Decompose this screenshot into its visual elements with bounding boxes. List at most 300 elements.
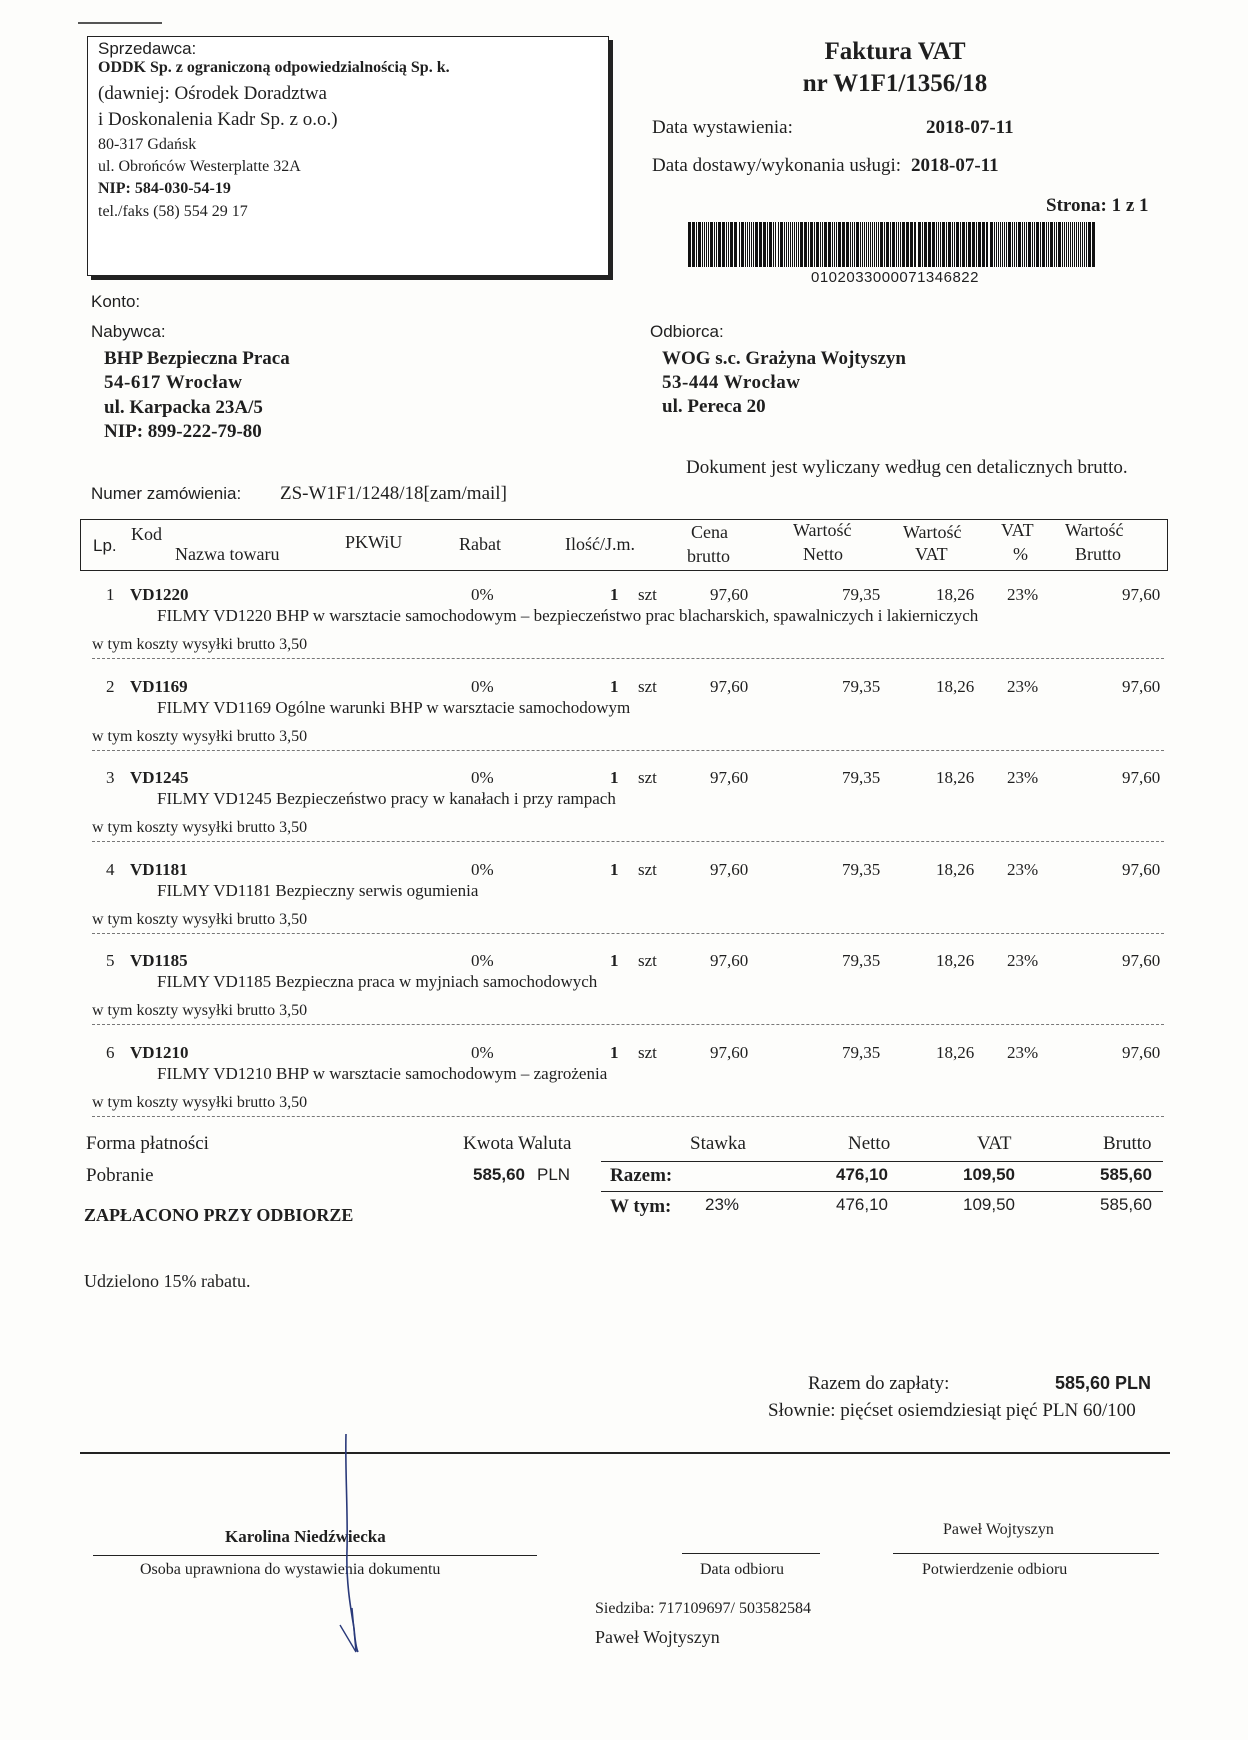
seller-postal: 80-317 Gdańsk xyxy=(98,136,197,153)
barcode-bar xyxy=(860,222,861,267)
item-vat: 18,26 xyxy=(936,951,975,970)
barcode-bar xyxy=(1022,222,1023,267)
barcode-bar xyxy=(1024,222,1025,267)
barcode-bar xyxy=(884,222,885,267)
barcode-bar xyxy=(874,222,875,267)
item-net: 79,35 xyxy=(842,676,881,696)
barcode-bar xyxy=(808,222,809,267)
barcode-bar xyxy=(868,222,869,267)
barcode-bar xyxy=(878,222,879,267)
barcode-bar xyxy=(918,222,921,267)
barcode-bar xyxy=(814,222,815,267)
barcode-bar xyxy=(798,222,799,267)
barcode-bar xyxy=(745,222,746,267)
barcode-bar xyxy=(896,222,897,267)
barcode-bar xyxy=(1034,222,1035,267)
barcode-bar xyxy=(910,222,913,267)
barcode-bar xyxy=(962,222,965,267)
item-unit: szt xyxy=(638,951,657,970)
item-lp: 3 xyxy=(106,768,115,787)
barcode-bar xyxy=(952,222,953,267)
item-unit: szt xyxy=(638,768,657,787)
barcode-bar xyxy=(824,222,827,267)
item-lp: 2 xyxy=(106,676,115,696)
barcode-bar xyxy=(1046,222,1047,267)
row-divider xyxy=(92,933,1164,934)
receiver-signature-line xyxy=(893,1553,1159,1554)
barcode-bar xyxy=(716,222,717,267)
barcode-bar xyxy=(936,222,937,267)
barcode-bar xyxy=(1032,222,1033,267)
receipt-date-caption: Data odbioru xyxy=(700,1561,784,1578)
barcode-bar xyxy=(796,222,797,267)
barcode-bar xyxy=(739,222,740,267)
item-unit: szt xyxy=(638,676,657,696)
barcode-bar xyxy=(966,222,967,267)
receiver-name: Paweł Wojtyszyn xyxy=(943,1521,1054,1538)
item-code: VD1185 xyxy=(130,951,188,970)
barcode-bar xyxy=(769,222,772,267)
barcode-bar xyxy=(1056,222,1057,267)
item-discount: 0% xyxy=(471,951,494,970)
barcode-bar xyxy=(800,222,803,267)
barcode-bar xyxy=(792,222,793,267)
item-code: VD1169 xyxy=(130,676,188,696)
header-price-1: Cena xyxy=(691,522,728,542)
item-quantity: 1 xyxy=(610,951,619,970)
barcode-bar xyxy=(1086,222,1087,267)
item-net: 79,35 xyxy=(842,951,881,970)
header-lp: Lp. xyxy=(93,536,117,555)
item-shipping-cost: w tym koszty wysyłki brutto 3,50 xyxy=(92,1093,308,1111)
barcode-bar xyxy=(786,222,787,267)
barcode xyxy=(688,222,1096,267)
item-vat-rate: 23% xyxy=(1007,859,1039,879)
header-quantity: Ilość/J.m. xyxy=(565,534,635,554)
barcode-bar xyxy=(698,222,701,267)
scan-mark xyxy=(78,22,162,24)
item-vat: 18,26 xyxy=(936,859,975,879)
summary-total-vat: 109,50 xyxy=(963,1165,1015,1184)
barcode-bar xyxy=(872,222,873,267)
delivery-date: 2018-07-11 xyxy=(911,155,999,176)
barcode-bar xyxy=(938,222,939,267)
item-name: FILMY VD1169 Ogólne warunki BHP w warsztacie samochodowym xyxy=(157,697,631,717)
item-name: FILMY VD1181 Bezpieczny serwis ogumienia xyxy=(157,880,479,900)
barcode-bar xyxy=(856,222,859,267)
item-quantity: 1 xyxy=(610,859,619,879)
barcode-bar xyxy=(749,222,750,267)
invoice-number: nr W1F1/1356/18 xyxy=(802,70,988,97)
item-gross: 97,60 xyxy=(1122,1042,1161,1062)
item-vat: 18,26 xyxy=(936,1042,975,1062)
barcode-bar xyxy=(1058,222,1061,267)
seller-box xyxy=(87,36,609,276)
barcode-bar xyxy=(747,222,748,267)
barcode-bar xyxy=(946,222,947,267)
item-vat-rate: 23% xyxy=(1007,951,1039,970)
item-code: VD1220 xyxy=(130,585,189,604)
barcode-bar xyxy=(1014,222,1015,267)
payment-amount: 585,60 xyxy=(473,1165,525,1184)
header-net-1: Wartość xyxy=(793,520,852,540)
barcode-bar xyxy=(804,222,807,267)
barcode-bar xyxy=(1050,222,1053,267)
barcode-bar xyxy=(862,222,863,267)
barcode-bar xyxy=(994,222,995,267)
summary-including-vat: 109,50 xyxy=(963,1195,1015,1214)
barcode-bar xyxy=(773,222,774,267)
item-vat-rate: 23% xyxy=(1007,1042,1039,1062)
barcode-bar xyxy=(1078,222,1079,267)
item-quantity: 1 xyxy=(610,1042,619,1062)
barcode-bar xyxy=(810,222,813,267)
item-net: 79,35 xyxy=(842,585,881,604)
item-name: FILMY VD1220 BHP w warsztacie samochodowym – bezpieczeństwo prac blacharskich, spawalniczych i lakierniczych xyxy=(157,606,979,625)
item-lp: 4 xyxy=(106,859,115,879)
issue-date: 2018-07-11 xyxy=(926,117,1014,138)
summary-including-net: 476,10 xyxy=(836,1195,888,1214)
header-code: Kod xyxy=(131,524,162,544)
item-code: VD1245 xyxy=(130,768,189,787)
barcode-bar xyxy=(1016,222,1017,267)
barcode-bar xyxy=(890,222,891,267)
items-table-header xyxy=(80,519,1168,571)
barcode-bar xyxy=(730,222,733,267)
barcode-bar xyxy=(794,222,795,267)
item-quantity: 1 xyxy=(610,768,619,787)
seller-former-name-2: i Doskonalenia Kadr Sp. z o.o.) xyxy=(98,109,338,130)
barcode-bar xyxy=(1040,222,1041,267)
barcode-bar xyxy=(968,222,971,267)
barcode-bar xyxy=(864,222,865,267)
header-pkwiu: PKWiU xyxy=(345,532,403,552)
barcode-bar xyxy=(876,222,877,267)
summary-header-vat: VAT xyxy=(977,1133,1012,1154)
barcode-bar xyxy=(880,222,883,267)
item-vat: 18,26 xyxy=(936,768,975,787)
item-discount: 0% xyxy=(471,676,494,696)
barcode-bar xyxy=(996,222,997,267)
amount-in-words: Słownie: pięćset osiemdziesiąt pięć PLN 60/100 xyxy=(768,1400,1136,1421)
barcode-bar xyxy=(978,222,981,267)
barcode-bar xyxy=(816,222,819,267)
barcode-bar xyxy=(775,222,776,267)
barcode-bar xyxy=(714,222,715,267)
barcode-bar xyxy=(1068,222,1069,267)
barcode-bar xyxy=(834,222,835,267)
header-gross-1: Wartość xyxy=(1065,520,1124,540)
page-indicator: Strona: 1 z 1 xyxy=(1046,195,1149,216)
barcode-bar xyxy=(932,222,935,267)
item-vat-rate: 23% xyxy=(1007,768,1039,787)
item-gross: 97,60 xyxy=(1122,859,1161,879)
barcode-bar xyxy=(914,222,916,267)
barcode-bar xyxy=(1002,222,1003,267)
barcode-bar xyxy=(960,222,961,267)
barcode-bar xyxy=(755,222,758,267)
barcode-bar xyxy=(940,222,941,267)
row-divider xyxy=(92,1024,1164,1025)
barcode-bar xyxy=(734,222,737,267)
barcode-bar xyxy=(1070,222,1071,267)
barcode-bar xyxy=(1008,222,1011,267)
order-number: ZS-W1F1/1248/18[zam/mail] xyxy=(280,483,507,504)
barcode-bar xyxy=(986,222,988,267)
header-vat-value-2: VAT xyxy=(915,544,948,564)
summary-header-gross: Brutto xyxy=(1103,1133,1152,1154)
barcode-bar xyxy=(753,222,754,267)
barcode-bar xyxy=(708,222,709,267)
item-net: 79,35 xyxy=(842,1042,881,1062)
header-vat-rate-2: % xyxy=(1013,544,1028,564)
order-number-label: Numer zamówienia: xyxy=(91,484,242,503)
item-vat-rate: 23% xyxy=(1007,585,1039,604)
item-net: 79,35 xyxy=(842,768,881,787)
barcode-bar xyxy=(788,222,789,267)
header-name: Nazwa towaru xyxy=(175,544,280,564)
buyer-label: Nabywca: xyxy=(91,322,166,341)
handwritten-signature xyxy=(330,1430,370,1655)
barcode-bar xyxy=(741,222,744,267)
item-price: 97,60 xyxy=(710,585,749,604)
item-net: 79,35 xyxy=(842,859,881,879)
barcode-bar xyxy=(976,222,977,267)
item-gross: 97,60 xyxy=(1122,768,1161,787)
paid-on-delivery-note: ZAPŁACONO PRZY ODBIORZE xyxy=(84,1205,354,1225)
item-price: 97,60 xyxy=(710,1042,749,1062)
item-unit: szt xyxy=(638,1042,657,1062)
payment-form-label: Forma płatności xyxy=(86,1133,209,1154)
barcode-bar xyxy=(1006,222,1007,267)
item-discount: 0% xyxy=(471,859,494,879)
barcode-bar xyxy=(1004,222,1005,267)
barcode-bar xyxy=(726,222,727,267)
receipt-date-line xyxy=(682,1553,820,1554)
summary-top-rule xyxy=(601,1161,1163,1162)
seller-phone: tel./faks (58) 554 29 17 xyxy=(98,203,248,220)
item-code: VD1181 xyxy=(130,859,188,879)
issue-date-label: Data wystawienia: xyxy=(652,117,793,138)
barcode-bar xyxy=(866,222,867,267)
row-divider xyxy=(92,750,1164,751)
payment-method: Pobranie xyxy=(86,1165,154,1186)
barcode-bar xyxy=(718,222,721,267)
header-gross-2: Brutto xyxy=(1075,544,1122,564)
summary-header-net: Netto xyxy=(848,1133,891,1154)
barcode-bar xyxy=(906,222,909,267)
item-price: 97,60 xyxy=(710,768,749,787)
item-shipping-cost: w tym koszty wysyłki brutto 3,50 xyxy=(92,910,308,928)
seller-name: ODDK Sp. z ograniczoną odpowiedzialnością Sp. k. xyxy=(98,59,450,76)
recipient-label: Odbiorca: xyxy=(650,322,724,341)
item-vat: 18,26 xyxy=(936,585,975,604)
barcode-bar xyxy=(990,222,993,267)
barcode-bar xyxy=(767,222,768,267)
barcode-bar xyxy=(759,222,762,267)
row-divider xyxy=(92,1116,1164,1117)
payment-amount-label: Kwota Waluta xyxy=(463,1133,572,1154)
item-name: FILMY VD1210 BHP w warsztacie samochodowym – zagrożenia xyxy=(157,1063,608,1083)
footer-seat: Siedziba: 717109697/ 503582584 xyxy=(595,1600,811,1617)
item-name: FILMY VD1245 Bezpieczeństwo pracy w kanałach i przy rampach xyxy=(157,789,616,808)
item-price: 97,60 xyxy=(710,676,749,696)
header-vat-value-1: Wartość xyxy=(903,522,962,542)
item-price: 97,60 xyxy=(710,951,749,970)
item-gross: 97,60 xyxy=(1122,585,1161,604)
barcode-bar xyxy=(688,222,691,267)
footer-rule xyxy=(80,1452,1170,1454)
header-discount: Rabat xyxy=(459,534,501,554)
seller-nip: NIP: 584-030-54-19 xyxy=(98,180,231,197)
buyer-street: ul. Karpacka 23A/5 xyxy=(104,397,263,418)
seller-label: Sprzedawca: xyxy=(98,39,197,58)
barcode-bar xyxy=(850,222,851,267)
item-lp: 6 xyxy=(106,1042,115,1062)
seller-former-name-1: (dawniej: Ośrodek Doradztwa xyxy=(98,83,327,104)
barcode-bar xyxy=(942,222,945,267)
barcode-bar xyxy=(790,222,791,267)
header-price-2: brutto xyxy=(687,546,730,566)
issuer-caption: Osoba uprawniona do wystawienia dokumentu xyxy=(140,1561,441,1578)
barcode-bar xyxy=(886,222,889,267)
buyer-postal: 54-617 Wrocław xyxy=(104,372,243,393)
barcode-bar xyxy=(728,222,729,267)
barcode-bar xyxy=(1062,222,1063,267)
price-basis-note: Dokument jest wyliczany według cen detalicznych brutto. xyxy=(686,457,1128,478)
item-gross: 97,60 xyxy=(1122,676,1161,696)
barcode-bar xyxy=(1012,222,1013,267)
barcode-bar xyxy=(836,222,837,267)
header-net-2: Netto xyxy=(803,544,843,564)
summary-total-gross: 585,60 xyxy=(1100,1165,1152,1184)
item-price: 97,60 xyxy=(710,859,749,879)
barcode-bar xyxy=(722,222,725,267)
footer-person: Paweł Wojtyszyn xyxy=(595,1627,720,1647)
barcode-bar xyxy=(902,222,905,267)
item-quantity: 1 xyxy=(610,585,619,604)
item-vat-rate: 23% xyxy=(1007,676,1039,696)
item-vat: 18,26 xyxy=(936,676,975,696)
amount-due-label: Razem do zapłaty: xyxy=(808,1373,950,1394)
row-divider xyxy=(92,658,1164,659)
account-label: Konto: xyxy=(91,292,141,311)
summary-including-rate: 23% xyxy=(705,1195,740,1214)
barcode-bar xyxy=(846,222,849,267)
barcode-bar xyxy=(1018,222,1021,267)
barcode-bar xyxy=(854,222,855,267)
barcode-bar xyxy=(892,222,895,267)
issuer-signature-line xyxy=(93,1555,537,1556)
summary-including-label: W tym: xyxy=(610,1196,672,1217)
barcode-bar xyxy=(998,222,999,267)
item-name: FILMY VD1185 Bezpieczna praca w myjniach samochodowych xyxy=(157,972,598,991)
item-discount: 0% xyxy=(471,768,494,787)
recipient-street: ul. Pereca 20 xyxy=(662,396,766,417)
barcode-bar xyxy=(1072,222,1073,267)
barcode-bar xyxy=(1084,222,1085,267)
recipient-postal: 53-444 Wrocław xyxy=(662,372,801,393)
barcode-bar xyxy=(870,222,871,267)
recipient-name: WOG s.c. Grażyna Wojtyszyn xyxy=(662,348,907,369)
barcode-bar xyxy=(1028,222,1031,267)
barcode-bar xyxy=(924,222,927,267)
item-shipping-cost: w tym koszty wysyłki brutto 3,50 xyxy=(92,727,308,745)
barcode-bar xyxy=(948,222,951,267)
item-code: VD1210 xyxy=(130,1042,189,1062)
discount-note: Udzielono 15% rabatu. xyxy=(84,1271,251,1291)
barcode-bar xyxy=(842,222,845,267)
barcode-bar xyxy=(828,222,831,267)
summary-total-label: Razem: xyxy=(610,1165,673,1186)
barcode-bar xyxy=(1082,222,1083,267)
item-shipping-cost: w tym koszty wysyłki brutto 3,50 xyxy=(92,1002,308,1019)
item-unit: szt xyxy=(638,859,657,879)
barcode-bar xyxy=(696,222,697,267)
barcode-bar xyxy=(832,222,833,267)
item-discount: 0% xyxy=(471,1042,494,1062)
barcode-bar xyxy=(1080,222,1081,267)
summary-including-gross: 585,60 xyxy=(1100,1195,1152,1214)
barcode-bar xyxy=(778,222,779,267)
barcode-bar xyxy=(710,222,713,267)
item-lp: 1 xyxy=(106,585,115,604)
barcode-bar xyxy=(852,222,853,267)
item-lp: 5 xyxy=(106,951,115,970)
barcode-bar xyxy=(1088,222,1091,267)
barcode-bar xyxy=(751,222,752,267)
buyer-nip: NIP: 899-222-79-80 xyxy=(104,421,262,442)
issuer-name: Karolina Niedźwiecka xyxy=(225,1527,386,1546)
item-quantity: 1 xyxy=(610,676,619,696)
barcode-bar xyxy=(784,222,785,267)
item-shipping-cost: w tym koszty wysyłki brutto 3,50 xyxy=(92,819,308,836)
invoice-title: Faktura VAT xyxy=(824,38,966,65)
barcode-bar xyxy=(954,222,955,267)
item-discount: 0% xyxy=(471,585,494,604)
receiver-caption: Potwierdzenie odbioru xyxy=(922,1561,1068,1578)
barcode-bar xyxy=(820,222,821,267)
barcode-bar xyxy=(838,222,841,267)
barcode-bar xyxy=(1048,222,1049,267)
barcode-bar xyxy=(1026,222,1027,267)
barcode-bar xyxy=(822,222,823,267)
summary-total-net: 476,10 xyxy=(836,1165,888,1184)
barcode-bar xyxy=(922,222,923,267)
barcode-bar xyxy=(1000,222,1001,267)
barcode-bar xyxy=(1092,222,1095,267)
barcode-bar xyxy=(1036,222,1039,267)
barcode-bar xyxy=(692,222,695,267)
barcode-bar xyxy=(1076,222,1077,267)
barcode-bar xyxy=(898,222,899,267)
payment-currency: PLN xyxy=(537,1165,571,1184)
row-divider xyxy=(92,841,1164,842)
barcode-bar xyxy=(928,222,931,267)
barcode-bar xyxy=(1042,222,1045,267)
barcode-bar xyxy=(704,222,705,267)
barcode-bar xyxy=(982,222,985,267)
buyer-name: BHP Bezpieczna Praca xyxy=(104,348,290,369)
barcode-bar xyxy=(1054,222,1055,267)
barcode-bar xyxy=(702,222,703,267)
summary-mid-rule xyxy=(601,1191,1163,1192)
barcode-bar xyxy=(1066,222,1067,267)
barcode-bar xyxy=(956,222,959,267)
seller-street: ul. Obrońców Westerplatte 32A xyxy=(98,158,301,175)
barcode-bar xyxy=(1074,222,1075,267)
header-vat-rate-1: VAT xyxy=(1001,520,1034,540)
